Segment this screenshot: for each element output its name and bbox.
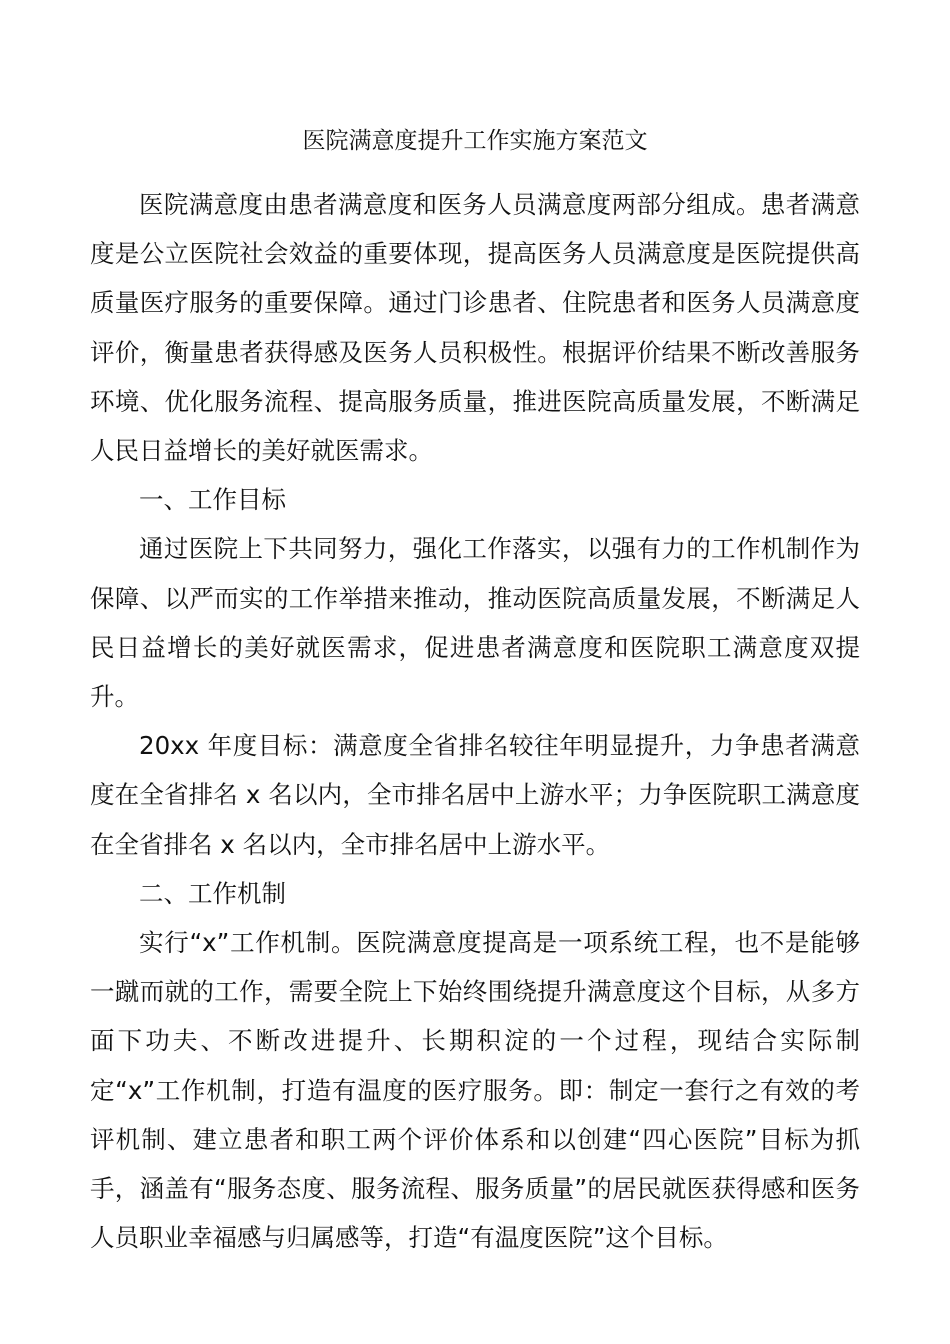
annual-goal-paragraph: 20xx 年度目标：满意度全省排名较往年明显提升，力争患者满意度在全省排名 x 名以内，全市排名居中上游水平；力争医院职工满意度在全省排名 x 名以内，全市排名居中上游水平。: [90, 731, 860, 859]
goals-paragraph: 通过医院上下共同努力，强化工作落实，以强有力的工作机制作为保障、以严而实的工作举措来推动，推动医院高质量发展，不断满足人民日益增长的美好就医需求，促进患者满意度和医院职工满意度双提升。: [90, 534, 860, 712]
document-body: [90, 180, 860, 1262]
document-title: 医院满意度提升工作实施方案范文: [302, 128, 648, 154]
section-heading-mechanism: 二、工作机制: [139, 878, 286, 908]
intro-paragraph: 医院满意度由患者满意度和医务人员满意度两部分组成。患者满意度是公立医院社会效益的重要体现，提高医务人员满意度是医院提供高质量医疗服务的重要保障。通过门诊患者、住院患者和医务人员满意度评价，衡量患者获得感及医务人员积极性。根据评价结果不断改善服务环境、优化服务流程、提高服务质量，推进医院高质量发展，不断满足人民日益增长的美好就医需求。: [90, 190, 860, 466]
section-heading-goals: 一、工作目标: [139, 485, 286, 515]
mechanism-paragraph: 实行“x”工作机制。医院满意度提高是一项系统工程，也不是能够一蹴而就的工作，需要全院上下始终围绕提升满意度这个目标，从多方面下功夫、不断改进提升、长期积淀的一个过程，现结合实际制定“x”工作机制，打造有温度的医疗服务。即：制定一套行之有效的考评机制、建立患者和职工两个评价体系和以创建“四心医院”目标为抓手，涵盖有“服务态度、服务流程、服务质量”的居民就医获得感和医务人员职业幸福感与归属感等，打造“有温度医院”这个目标。: [90, 928, 860, 1253]
